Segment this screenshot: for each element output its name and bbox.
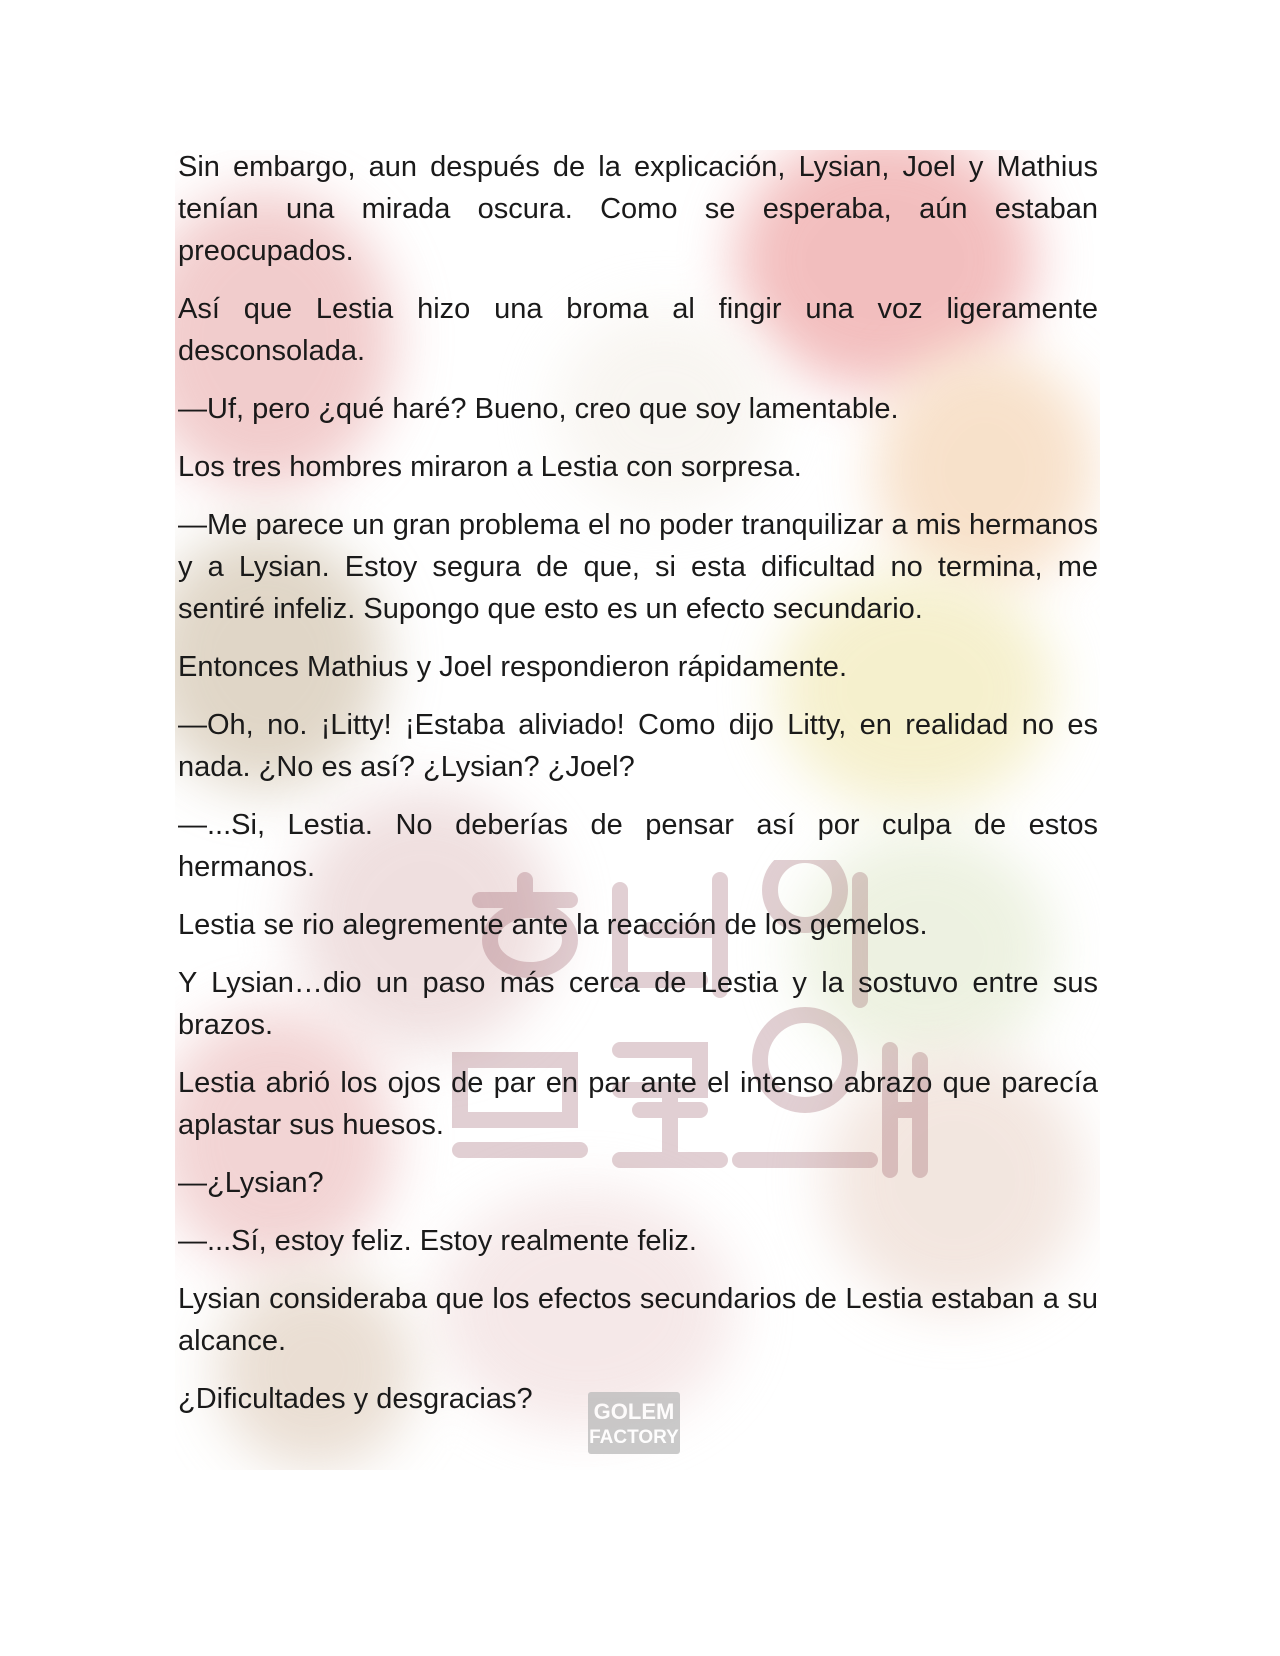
paragraph: Lestia se rio alegremente ante la reacción de los gemelos. [178,909,928,941]
paragraph: —¿Lysian? [178,1167,324,1199]
paragraph: —Me parece un gran problema el no poder tranquilizar a mis hermanos y a Lysian. Estoy segura de que, si esta dificultad no termina, me sentiré infeliz. Supongo que esto es un efecto secundario. [178,509,1098,625]
paragraph: ¿Dificultades y desgracias? [178,1383,533,1415]
logo-line-2: FACTORY [589,1427,679,1448]
paragraph: —...Si, Lestia. No deberías de pensar así por culpa de estos hermanos. [178,809,1098,883]
paragraph: —Oh, no. ¡Litty! ¡Estaba aliviado! Como dijo Litty, en realidad no es nada. ¿No es así? ¿Lysian? ¿Joel? [178,709,1098,783]
paragraph: Y Lysian…dio un paso más cerca de Lestia y la sostuvo entre sus brazos. [178,967,1098,1041]
paragraph: Así que Lestia hizo una broma al fingir una voz ligeramente desconsolada. [178,293,1098,367]
paragraph: Lestia abrió los ojos de par en par ante el intenso abrazo que parecía aplastar sus huesos. [178,1067,1098,1141]
paragraph: —...Sí, estoy feliz. Estoy realmente feliz. [178,1225,697,1257]
paragraph: Los tres hombres miraron a Lestia con sorpresa. [178,451,802,483]
text-body [178,146,1098,1436]
paragraph: Lysian consideraba que los efectos secundarios de Lestia estaban a su alcance. [178,1283,1098,1357]
paragraph: Sin embargo, aun después de la explicación, Lysian, Joel y Mathius tenían una mirada oscura. Como se esperaba, aún estaban preocupados. [178,151,1098,267]
paragraph: Entonces Mathius y Joel respondieron rápidamente. [178,651,847,683]
paragraph: —Uf, pero ¿qué haré? Bueno, creo que soy lamentable. [178,393,899,425]
logo-line-1: GOLEM [593,1399,675,1424]
